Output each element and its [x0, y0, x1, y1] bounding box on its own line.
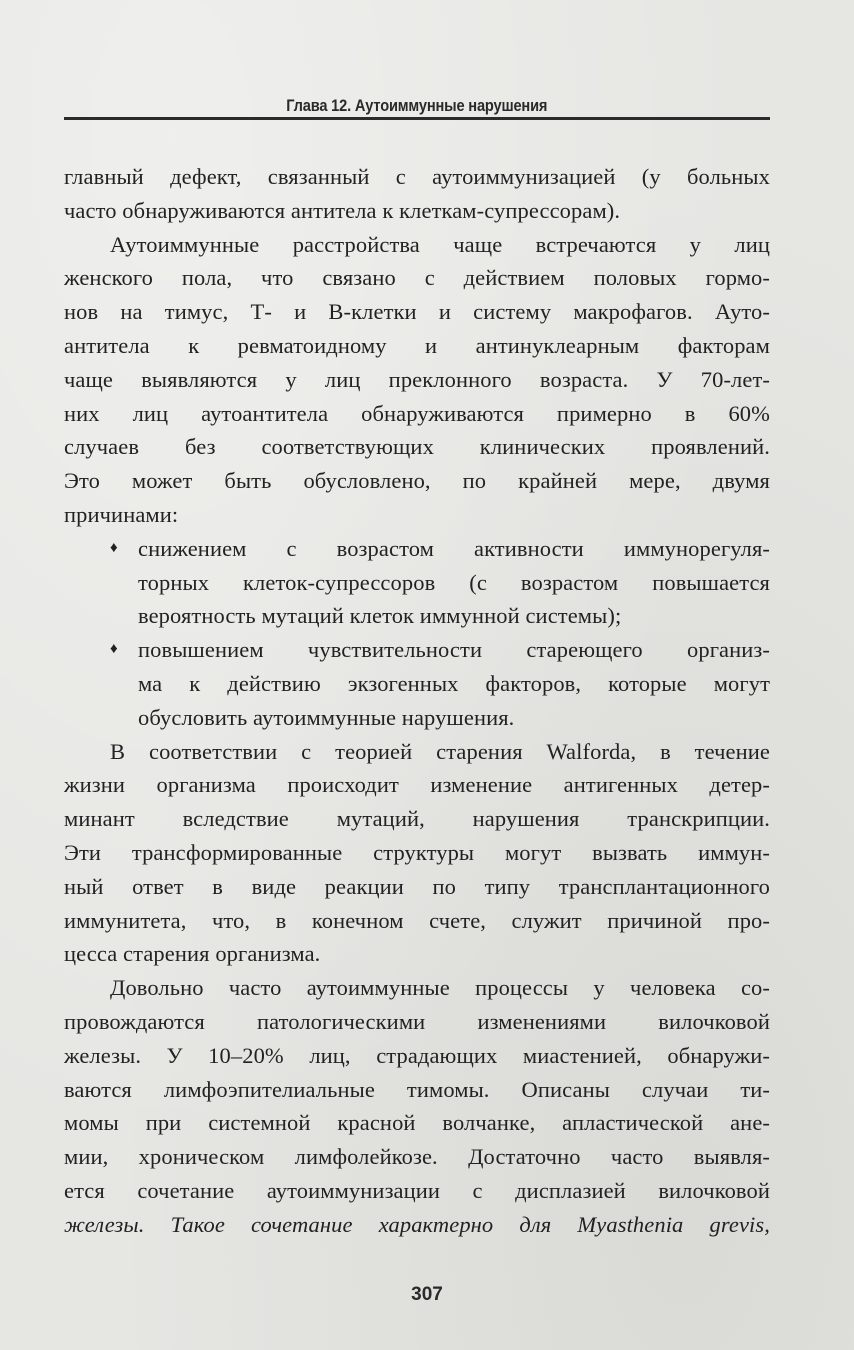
diamond-bullet-icon: ♦: [110, 539, 118, 556]
text-line: нов на тимус, Т- и В-клетки и систему макрофагов. Ауто-: [64, 299, 770, 325]
text-line: чаще выявляются у лиц преклонного возраста. У 70-лет-: [64, 366, 770, 392]
text-line: жизни организма происходит изменение антигенных детер-: [64, 772, 770, 798]
bullet-item-line: ма к действию экзогенных факторов, которые могут: [138, 670, 770, 696]
text-line: мии, хроническом лимфолейкозе. Достаточно часто выявля-: [64, 1144, 770, 1170]
text-line: причинами:: [64, 501, 179, 527]
text-line: них лиц аутоантитела обнаруживаются примерно в 60%: [64, 400, 770, 426]
chapter-title: Глава 12. Аутоиммунные нарушения: [286, 96, 548, 115]
bullet-item-line: [64, 532, 770, 566]
text-line: момы при системной красной волчанке, апластической ане-: [64, 1110, 770, 1136]
text-line: женского пола, что связано с действием половых гормо-: [64, 265, 770, 291]
text-line: главный дефект, связанный с аутоиммунизацией (у больных: [64, 164, 770, 189]
text-line: Это может быть обусловлено, по крайней мере, двумя: [64, 468, 770, 494]
text-line: Довольно часто аутоиммунные процессы у человека со-: [110, 975, 770, 1001]
bullet-text: снижением с возрастом активности иммунорегуля-: [138, 535, 770, 561]
text-line: часто обнаруживаются антитела к клеткам-супрессорам).: [64, 197, 621, 223]
text-line: минант вследствие мутаций, нарушения транскрипции.: [64, 806, 770, 832]
text-line: иммунитета, что, в конечном счете, служит причиной про-: [64, 907, 770, 933]
text-line: Аутоиммунные расстройства чаще встречаются у лиц: [110, 231, 770, 257]
text-line: ваются лимфоэпителиальные тимомы. Описаны случаи ти-: [64, 1076, 770, 1102]
bullet-text: повышением чувствительности стареющего организ-: [138, 637, 770, 663]
text-line: В соответствии с теорией старения Walforda, в течение: [110, 738, 770, 764]
text-line: провождаются патологическими изменениями вилочковой: [64, 1008, 770, 1034]
text-line: железы. У 10–20% лиц, страдающих миастенией, обнаружи-: [64, 1042, 770, 1068]
running-header: [64, 96, 770, 116]
bullet-item-line: [64, 633, 770, 667]
text-line: случаев без соответствующих клинических проявлений.: [64, 434, 770, 460]
italic-text-line: железы. Такое сочетание характерно для Myasthenia grevis,: [64, 1211, 770, 1237]
page-number: 307: [411, 1284, 443, 1305]
body-text: [64, 160, 770, 1242]
bullet-item-line: обусловить аутоиммунные нарушения.: [138, 704, 515, 730]
text-line: Эти трансформированные структуры могут вызвать иммун-: [64, 839, 770, 865]
text-line: ный ответ в виде реакции по типу трансплантационного: [64, 873, 770, 899]
header-rule: [64, 117, 770, 120]
bullet-item-line: торных клеток-супрессоров (с возрастом повышается: [138, 569, 770, 595]
text-line: антитела к ревматоидному и антинуклеарным факторам: [64, 332, 770, 358]
text-line: ется сочетание аутоиммунизации с дисплазией вилочковой: [64, 1177, 770, 1203]
text-line: цесса старения организма.: [64, 941, 321, 967]
bullet-item-line: вероятность мутаций клеток иммунной системы);: [138, 603, 622, 629]
diamond-bullet-icon: ♦: [110, 641, 118, 658]
